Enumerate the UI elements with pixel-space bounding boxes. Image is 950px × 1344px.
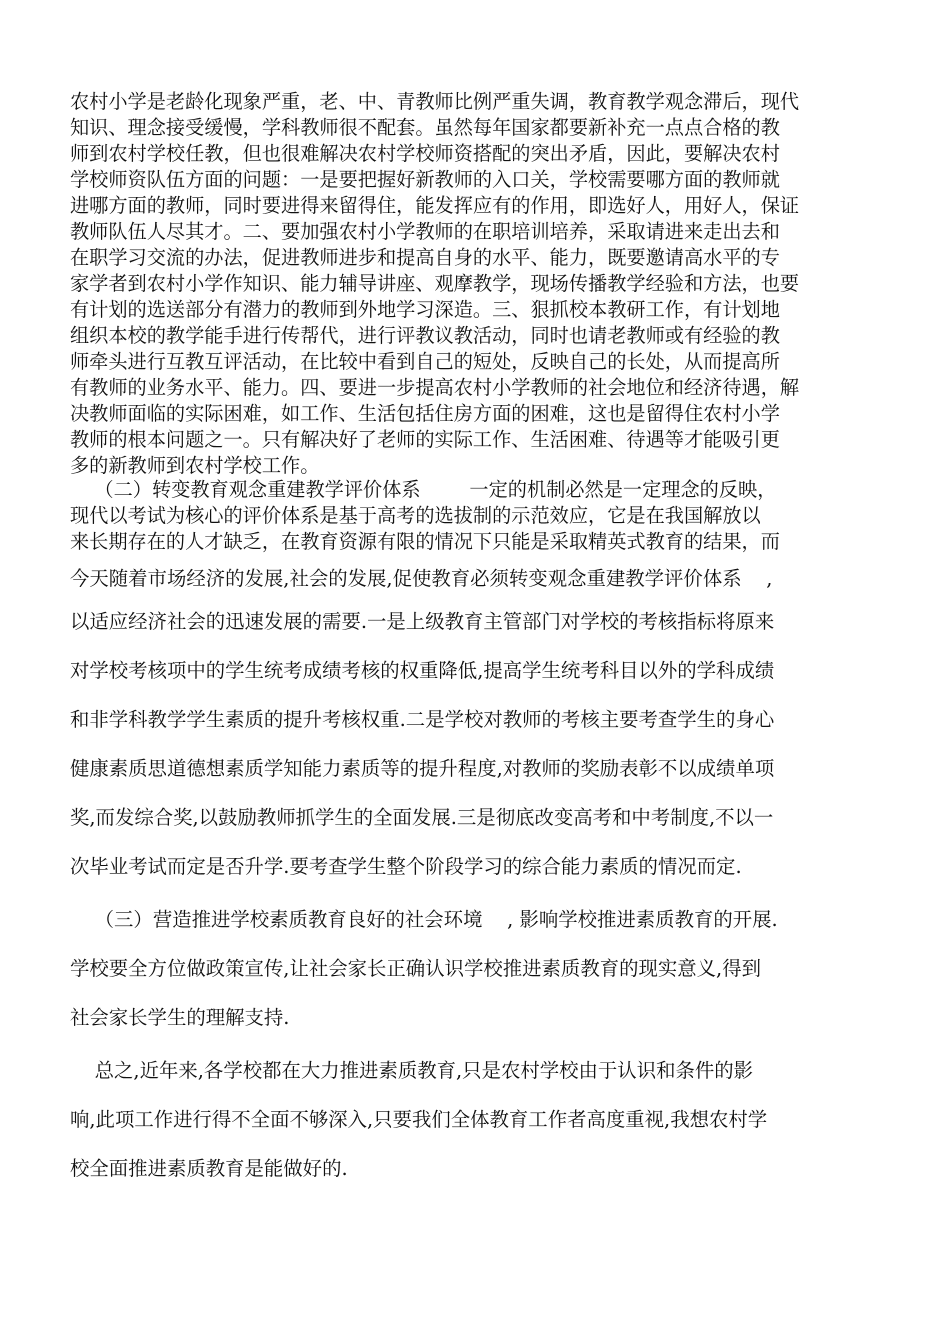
paragraph-1-line: 教师的根本问题之一。只有解决好了老师的实际工作、生活困难、待遇等才能吸引更 bbox=[70, 428, 780, 451]
paragraph-1-line: 有教师的业务水平、能力。四、要进一步提高农村小学教师的社会地位和经济待遇，解 bbox=[70, 376, 800, 399]
paragraph-2-line: 以适应经济社会的迅速发展的需要.一是上级教育主管部门对学校的考核指标将原来 bbox=[70, 610, 775, 633]
paragraph-1-line: 农村小学是老龄化现象严重，老、中、青教师比例严重失调，教育教学观念滞后，现代 bbox=[70, 90, 800, 113]
paragraph-3-line: 学校要全方位做政策宣传,让社会家长正确认识学校推进素质教育的现实意义,得到 bbox=[70, 957, 761, 980]
paragraph-2-line: （二）转变教育观念重建教学评价体系 一定的机制必然是一定理念的反映， bbox=[70, 478, 777, 501]
paragraph-1-line: 决教师面临的实际困难，如工作、生活包括住房方面的困难，这也是留得住农村小学 bbox=[70, 402, 780, 425]
paragraph-2-line: 对学校考核项中的学生统考成绩考核的权重降低,提高学生统考科目以外的学科成绩 bbox=[70, 659, 775, 682]
paragraph-1-line: 组织本校的教学能手进行传帮代，进行评教议教活动，同时也请老教师或有经验的教 bbox=[70, 324, 780, 347]
paragraph-2-line: 健康素质思道德想素质学知能力素质等的提升程度,对教师的奖励表彰不以成绩单项 bbox=[70, 757, 775, 780]
paragraph-1-line: 师到农村学校任教，但也很难解决农村学校师资搭配的突出矛盾，因此，要解决农村 bbox=[70, 142, 780, 165]
paragraph-1-line: 进哪方面的教师，同时要进得来留得住，能发挥应有的作用，即选好人，用好人，保证 bbox=[70, 194, 800, 217]
paragraph-1-line: 教师队伍人尽其才。二、要加强农村小学教师的在职培训培养，采取请进来走出去和 bbox=[70, 220, 780, 243]
paragraph-2-line: 和非学科教学学生素质的提升考核权重.二是学校对教师的考核主要考查学生的身心 bbox=[70, 708, 775, 731]
paragraph-1-line: 师牵头进行互教互评活动，在比较中看到自己的短处，反映自己的长处，从而提高所 bbox=[70, 350, 780, 373]
paragraph-4-line: 总之,近年来,各学校都在大力推进素质教育,只是农村学校由于认识和条件的影 bbox=[70, 1059, 754, 1082]
paragraph-4-line: 校全面推进素质教育是能做好的. bbox=[70, 1157, 348, 1180]
paragraph-4-line: 响,此项工作进行得不全面不够深入,只要我们全体教育工作者高度重视,我想农村学 bbox=[70, 1108, 768, 1131]
paragraph-3-line: 社会家长学生的理解支持. bbox=[70, 1006, 290, 1029]
paragraph-2-line: 今天随着市场经济的发展,社会的发展,促使教育必须转变观念重建教学评价体系 , bbox=[70, 567, 773, 590]
paragraph-1-line: 学校师资队伍方面的问题：一是要把握好新教师的入口关，学校需要哪方面的教师就 bbox=[70, 168, 780, 191]
paragraph-1-line: 有计划的选送部分有潜力的教师到外地学习深造。三、狠抓校本教研工作，有计划地 bbox=[70, 298, 780, 321]
paragraph-3-line: （三）营造推进学校素质教育良好的社会环境 , 影响学校推进素质教育的开展. bbox=[70, 908, 778, 931]
paragraph-1-line: 多的新教师到农村学校工作。 bbox=[70, 454, 320, 477]
paragraph-2-line: 现代以考试为核心的评价体系是基于高考的选拔制的示范效应，它是在我国解放以 bbox=[70, 504, 761, 527]
paragraph-2-line: 来长期存在的人才缺乏，在教育资源有限的情况下只能是采取精英式教育的结果，而 bbox=[70, 530, 780, 553]
paragraph-1-line: 在职学习交流的办法，促进教师进步和提高自身的水平、能力，既要邀请高水平的专 bbox=[70, 246, 780, 269]
paragraph-1-line: 知识、理念接受缓慢，学科教师很不配套。虽然每年国家都要新补充一点点合格的教 bbox=[70, 116, 780, 139]
paragraph-2-line: 奖,而发综合奖,以鼓励教师抓学生的全面发展.三是彻底改变高考和中考制度,不以一 bbox=[70, 806, 774, 829]
paragraph-2-line: 次毕业考试而定是否升学.要考查学生整个阶段学习的综合能力素质的情况而定. bbox=[70, 855, 742, 878]
paragraph-1-line: 家学者到农村小学作知识、能力辅导讲座、观摩教学，现场传播教学经验和方法，也要 bbox=[70, 272, 800, 295]
